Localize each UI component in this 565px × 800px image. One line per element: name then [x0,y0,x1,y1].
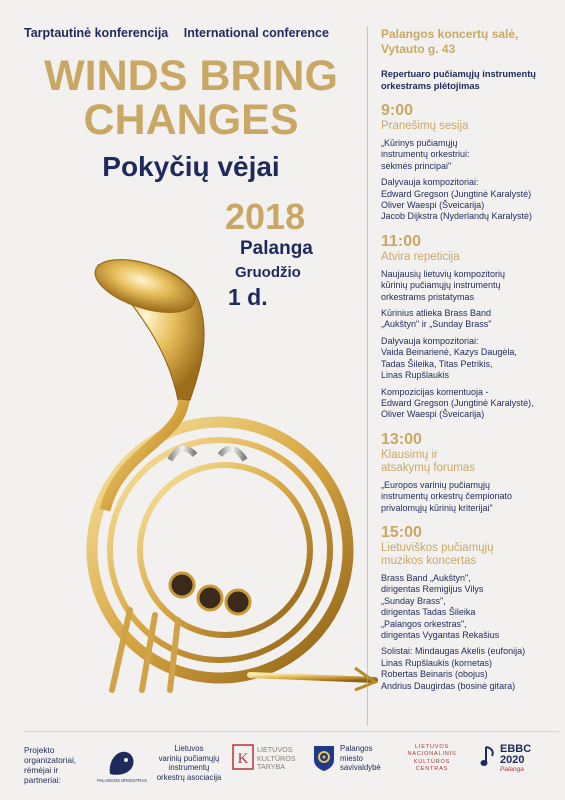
session-detail-line: Kūrinius atlieka Brass Band [381,308,492,319]
repertoire-line: orkestrams plėtojimas [381,81,480,91]
council-k-icon [232,744,254,770]
session-detail-line: Naujausių lietuvių kompozitorių [381,268,506,279]
session-detail-line: Brass Band „Aukštyn", [381,572,471,583]
session [381,233,559,421]
session-detail-line: Linas Rupšlaukis (kornetas) [381,657,493,668]
venue-line: Vytauto g. 43 [381,42,456,56]
footer-label-line: partneriai: [24,775,61,785]
session-detail-line: dirigentas Remigijus Vilys [381,584,484,595]
coat-of-arms-icon [312,744,336,772]
session-detail-line: Edward Gregson (Jungtinė Karalystė) [381,188,532,199]
partner-culture-centre [404,744,460,774]
session-title-line: Pranešimų sesija [381,120,469,132]
partner-culture-council [232,744,298,772]
session-time: 15:00 [381,523,422,541]
centre-line: CENTRAS [415,766,449,773]
session-detail-line: kūrinių pučiamųjų instrumentų [381,280,501,291]
session-detail-line: Dalyvauja kompozitoriai: [381,335,479,346]
session-title [381,120,559,133]
session-detail-line: dirigentas Tadas Šileika [381,607,476,618]
centre-line: KULTŪROS [413,758,451,765]
session-detail-line: instrumentų orkestrų čempionato [381,491,513,502]
session-detail-line: „Kūrinys pučiamųjų [381,138,458,148]
session-title [381,542,559,568]
session-detail-line: Oliver Waespi (Šveicarija) [381,200,485,211]
centre-line: NACIONALINIS [407,751,457,758]
session-detail-line: dirigentas Vygantas Rekašius [381,629,500,640]
repertoire-line: Repertuaro pučiamųjų instrumentų [381,69,536,79]
session-detail-line: Oliver Waespi (Šveicarija) [381,409,485,420]
column-divider [367,26,368,726]
session [381,524,559,692]
partner-municipality [312,744,382,773]
session-detail-line: sėkmės principai" [381,160,452,171]
session-time: 9:00 [381,102,414,119]
ebbc-sub: Palanga [500,766,524,773]
association-line: orkestrų asociacija [156,772,222,782]
session-detail-line: Linas Rupšlaukis [381,370,450,381]
session-detail-line: orkestrams pristatymas [381,291,475,302]
session-detail-block [381,269,559,303]
year: 2018 [225,196,306,237]
venue-line: Palangos koncertų salė, [381,27,519,41]
session-time: 11:00 [381,232,422,250]
council-line: TARYBA [257,762,286,772]
session-title [381,251,559,264]
footer-label-line: Projekto [24,745,55,755]
footer-label-line: rėmėjai ir [24,765,59,775]
session-detail-block [381,138,559,172]
session-detail-line: Robertas Beinaris (obojus) [381,669,488,680]
partner-ebbc [480,744,546,774]
day: 1 d. [228,284,268,310]
repertoire-heading [381,68,559,92]
session-detail-line: Tadas Šileika, Titas Petrikis, [381,358,493,369]
session-title [381,449,559,475]
session-detail-block [381,308,559,331]
month: Gruodžio [235,264,301,281]
title-line-2: CHANGES [83,96,299,144]
conference-en: International conference [183,26,329,40]
council-line: KULTŪROS [257,753,296,763]
music-note-icon [480,744,498,770]
session-detail-line: Kompozicijas komentuoja - [381,386,489,397]
municipality-line: miesto [340,753,363,763]
association-line: Lietuvos [174,744,204,753]
session-detail-line: Andrius Daugirdas (bosinė gitara) [381,680,516,691]
footer-label [24,745,76,785]
french-horn-illustration [50,250,380,700]
svg-text:K: K [237,751,249,767]
session-detail-block [381,177,559,223]
session-time: 13:00 [381,430,422,448]
association-line: instrumentų [168,763,210,772]
program-column [381,27,559,692]
session-title-line: atsakymų forumas [381,461,475,474]
session-title-line: muzikos koncertas [381,554,477,567]
ebbc-line: 2020 [500,754,525,766]
session-detail-line: „Palangos orkestras", [381,618,467,629]
venue [381,27,559,57]
session-detail-line: privalomųjų kūrinių kriterijai" [381,502,493,513]
conference-line [24,26,329,40]
session-detail-block [381,336,559,382]
session-title-line: Atvira repeticija [381,250,460,263]
lion-logo-icon [97,744,147,784]
session-title-line: Klausimų ir [381,448,438,461]
partner-association [148,744,230,782]
city: Palanga [240,238,313,259]
ebbc-line: EBBC [500,743,532,755]
title-line-1: WINDS BRING [44,52,338,100]
session-detail-line: „Europos varinių pučiamųjų [381,479,491,490]
centre-line: LIETUVOS [414,744,450,750]
session [381,431,559,514]
subtitle-lt: Pokyčių vėjai [102,151,280,182]
session-detail-block [381,480,559,514]
session [381,102,559,223]
session-detail-line: instrumentų orkestriui: [381,149,470,160]
session-detail-block [381,387,559,421]
council-line: LIETUVOS [257,745,293,754]
sessions-list [381,102,559,692]
partner-palangos-orkestras [97,744,147,787]
footer-divider [24,731,559,732]
association-line: varinių pučiamųjų [158,753,220,763]
session-detail-line: Edward Gregson (Jungtinė Karalystė), [381,397,534,408]
session-detail-block [381,646,559,692]
session-detail-line: Dalyvauja kompozitoriai: [381,177,479,188]
session-title-line: Lietuviškos pučiamųjų [381,541,494,554]
session-detail-line: Solistai: Mindaugas Akelis (eufonija) [381,646,526,657]
session-detail-line: „Aukštyn" ir „Sunday Brass" [381,319,492,330]
municipality-line: Palangos [340,744,373,753]
session-detail-line: „Sunday Brass", [381,595,446,606]
conference-lt: Tarptautinė konferencija [24,26,169,40]
municipality-line: savivaldybė [340,763,381,772]
session-detail-line: Vaida Beinarienė, Kazys Daugėla, [381,347,517,358]
footer-label-line: organizatoriai, [24,755,77,765]
orkestras-logo-text: PALANGOS ORKESTRAS [97,778,147,783]
session-detail-line: Jacob Dijkstra (Nyderlandų Karalystė) [381,211,533,222]
session-detail-block [381,573,559,641]
